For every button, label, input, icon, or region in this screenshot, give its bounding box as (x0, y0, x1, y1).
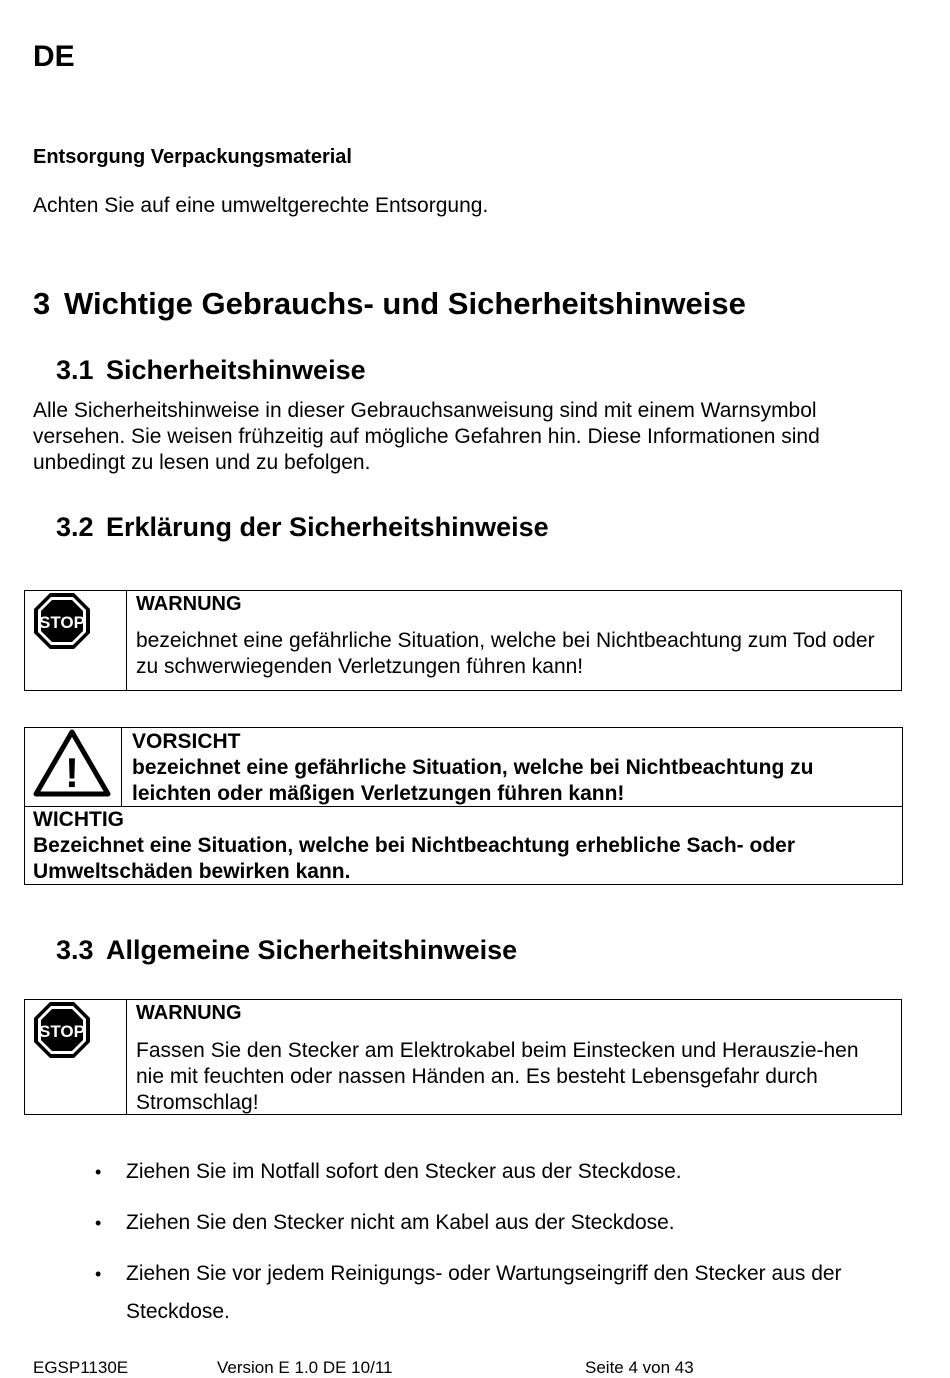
section-number: 3.3 (56, 935, 94, 965)
svg-text:STOP: STOP (39, 1022, 85, 1041)
bullet-marker: • (95, 1162, 102, 1182)
caution-content (132, 729, 892, 807)
warning-label: WARNUNG (136, 1002, 242, 1024)
caution-label: VORSICHT (132, 730, 241, 753)
important-label: WICHTIG (33, 808, 124, 831)
disposal-title: Entsorgung Verpackungsmaterial (33, 146, 352, 168)
bullet-marker: • (95, 1264, 102, 1284)
svg-text:!: ! (65, 749, 79, 796)
important-text: Bezeichnet eine Situation, welche bei Nichtbeachtung erhebliche Sach- oder Umweltschäden bewirken kann. (33, 834, 795, 883)
chapter-title: Wichtige Gebrauchs- und Sicherheitshinweise (64, 286, 746, 321)
section-title: Allgemeine Sicherheitshinweise (106, 935, 518, 965)
warning-text: Fassen Sie den Stecker am Elektrokabel beim Einstecken und Herauszie-hen nie mit feuchten oder nassen Händen an. Es besteht Lebensgefahr durch Stromschlag! (136, 1039, 859, 1114)
list-item-text: Ziehen Sie vor jedem Reinigungs- oder Wartungseingriff den Stecker aus der Steckdose. (126, 1262, 842, 1323)
stop-sign-icon (32, 591, 92, 651)
section-3-2-heading (56, 512, 549, 543)
list-item (95, 1255, 895, 1331)
section-title: Sicherheitshinweise (106, 355, 366, 385)
footer-model: EGSP1130E (33, 1358, 129, 1377)
section-title: Erklärung der Sicherheitshinweise (106, 512, 549, 542)
list-item-text: Ziehen Sie den Stecker nicht am Kabel aus der Steckdose. (126, 1211, 675, 1234)
list-item (95, 1204, 895, 1242)
footer-page: Seite 4 von 43 (585, 1358, 694, 1377)
bullet-marker: • (95, 1213, 102, 1233)
chapter-number: 3 (33, 286, 51, 321)
svg-text:STOP: STOP (39, 613, 85, 632)
warning-label: WARNUNG (136, 593, 242, 615)
warning-triangle-icon (33, 729, 111, 797)
section-3-1-heading (56, 355, 366, 386)
footer-version: Version E 1.0 DE 10/11 (217, 1358, 393, 1377)
language-code: DE (33, 40, 75, 73)
section-3-1-text: Alle Sicherheitshinweise in dieser Gebrauchsanweisung sind mit einem Warnsymbol versehen. Sie weisen frühzeitig auf mögliche Gefahren hin. Diese Informationen sind unbedingt zu lesen und zu befolgen. (33, 399, 820, 474)
important-content (33, 807, 883, 885)
list-item-text: Ziehen Sie im Notfall sofort den Stecker aus der Steckdose. (126, 1160, 682, 1183)
stop-sign-icon (32, 1000, 92, 1060)
warning-text: bezeichnet eine gefährliche Situation, welche bei Nichtbeachtung zum Tod oder zu schwerwiegenden Verletzungen führen kann! (136, 629, 875, 678)
section-number: 3.1 (56, 355, 94, 385)
chapter-heading (33, 286, 746, 322)
disposal-text: Achten Sie auf eine umweltgerechte Entsorgung. (33, 194, 489, 217)
caution-text: bezeichnet eine gefährliche Situation, welche bei Nichtbeachtung zu leichten oder mäßigen Verletzungen führen kann! (132, 756, 814, 805)
section-3-3-heading (56, 935, 517, 966)
section-number: 3.2 (56, 512, 94, 542)
safety-bullet-list (95, 1153, 895, 1344)
list-item (95, 1153, 895, 1191)
